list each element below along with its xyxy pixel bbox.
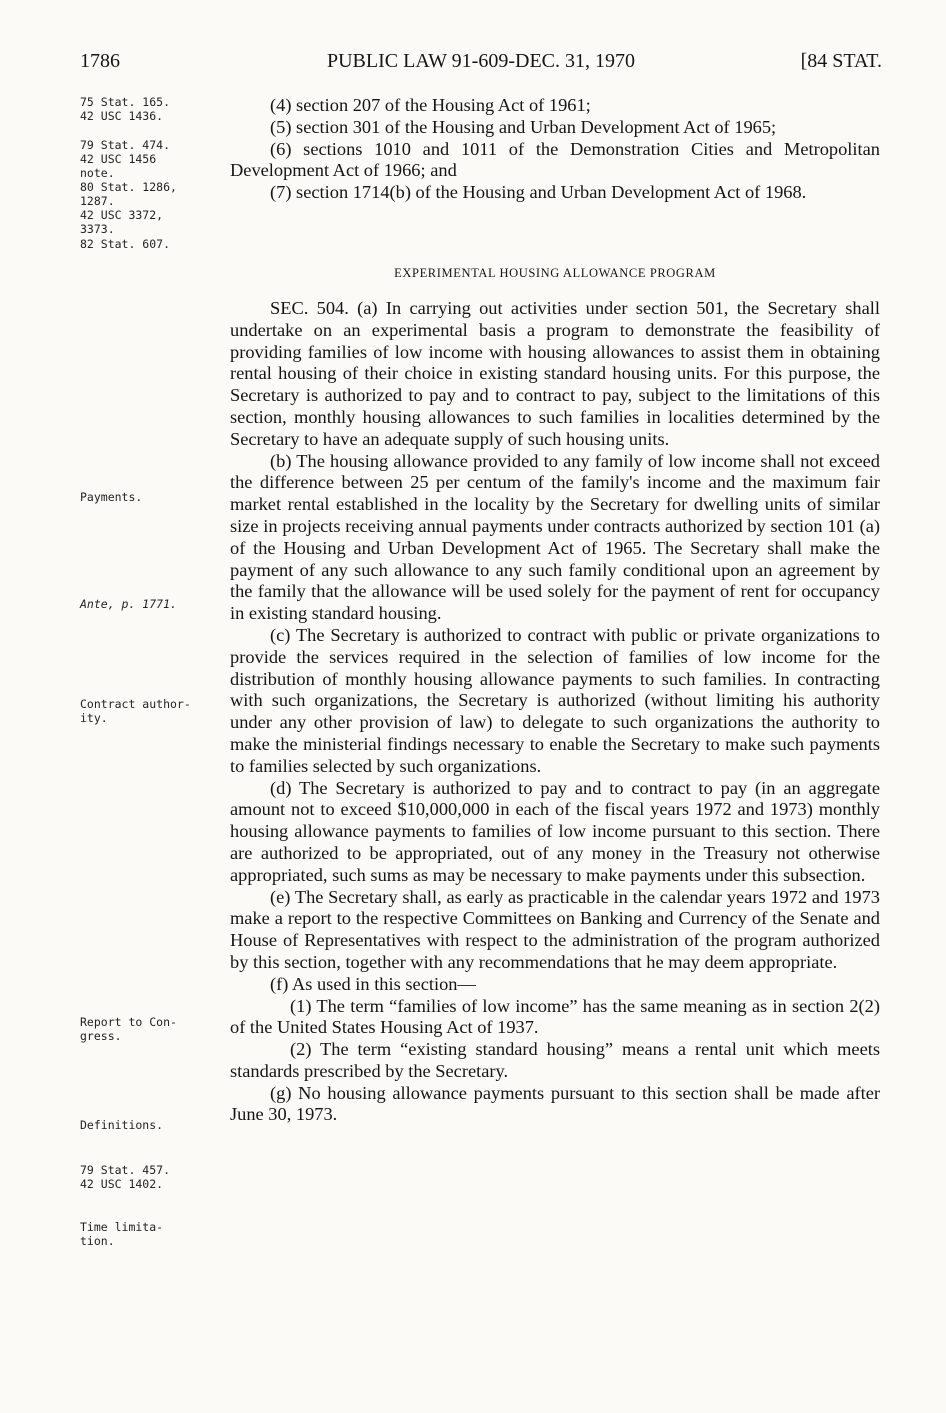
page-header bbox=[80, 50, 882, 82]
page-number: 1786 bbox=[80, 50, 120, 72]
section-heading: EXPERIMENTAL HOUSING ALLOWANCE PROGRAM bbox=[394, 266, 716, 280]
margin-note-payments: Payments. bbox=[80, 490, 143, 504]
margin-citation: 80 Stat. 1286, 1287. 42 USC 3372, 3373. bbox=[80, 180, 177, 236]
margin-note-ante: Ante, p. 1771. bbox=[80, 597, 177, 611]
section-body bbox=[230, 298, 880, 1126]
margin-citation: 75 Stat. 165. 42 USC 1436. bbox=[80, 95, 171, 123]
list-section bbox=[230, 95, 880, 204]
paragraph-a: SEC. 504. (a) In carrying out activities under section 501, the Secretary shall undertake on an experimental basis a program to demonstrate the feasibility of providing families of low income with housing allowances to assist them in obtaining rental housing of their choice in existing standard housing units. For this purpose, the Secretary is authorized to pay and to contract to pay, subject to the limitations of this section, monthly housing allowances to such families in localities determined by the Secretary to have an adequate supply of such housing units. bbox=[230, 298, 880, 449]
margin-citation: 82 Stat. 607. bbox=[80, 237, 171, 251]
paragraph-b: (b) The housing allowance provided to any family of low income shall not exceed the difference between 25 per centum of the family's income and the maximum fair market rental established in the locality by the Secretary for dwelling units of similar size in projects receiving annual payments under contracts authorized by section 101 (a) of the Housing and Urban Development Act of 1965. The Secretary shall make the payment of any such allowance to any such family conditional upon an agreement by the family that the allowance will be used solely for the payment of rent for occupancy in existing standard housing. bbox=[230, 450, 880, 624]
paragraph-f: (f) As used in this section— bbox=[270, 973, 476, 994]
margin-note-report: Report to Con- gress. bbox=[80, 1015, 177, 1043]
list-item: (6) sections 1010 and 1011 of the Demonstration Cities and Metropolitan Development Act of 1966; and bbox=[230, 138, 880, 181]
paragraph-e: (e) The Secretary shall, as early as practicable in the calendar years 1972 and 1973 make a report to the respective Committees on Banking and Currency of the Senate and House of Representatives with respect to the administration of the program authorized by this section, together with any recommendations that he may deem appropriate. bbox=[230, 886, 880, 972]
margin-note-time-limitation: Time limita- tion. bbox=[80, 1220, 164, 1248]
paragraph-c: (c) The Secretary is authorized to contract with public or private organizations to provide the services required in the selection of families of low income for the distribution of monthly housing allowance payments to such families. In contracting with such organizations, the Secretary is authorized (without limiting his authority under any other provision of law) to delegate to such organizations the authority to make the ministerial findings necessary to enable the Secretary to make such payments to families selected by such organizations. bbox=[230, 624, 880, 776]
list-item: (7) section 1714(b) of the Housing and Urban Development Act of 1968. bbox=[270, 182, 807, 203]
margin-note-definitions: Definitions. bbox=[80, 1118, 164, 1132]
paragraph-d: (d) The Secretary is authorized to pay and to contract to pay (in an aggregate amount not to exceed $10,000,000 in each of the fiscal years 1972 and 1973) monthly housing allowance payments to families of low income pursuant to this section. There are authorized to be appropriated, out of any money in the Treasury not otherwise appropriated, such sums as may be necessary to make payments under this subsection. bbox=[230, 777, 880, 885]
margin-note-contract-authority: Contract author- ity. bbox=[80, 697, 191, 725]
running-title: PUBLIC LAW 91-609-DEC. 31, 1970 bbox=[326, 50, 636, 72]
margin-citation: 79 Stat. 474. 42 USC 1456 note. bbox=[80, 138, 171, 180]
paragraph-g: (g) No housing allowance payments pursuant to this section shall be made after June 30, 1973. bbox=[230, 1082, 880, 1125]
margin-citation: 79 Stat. 457. 42 USC 1402. bbox=[80, 1163, 171, 1191]
definition-2: (2) The term “existing standard housing” means a rental unit which meets standards prescribed by the Secretary. bbox=[230, 1039, 880, 1081]
list-item: (5) section 301 of the Housing and Urban Development Act of 1965; bbox=[270, 116, 777, 137]
volume-reference: [84 STAT. bbox=[800, 50, 882, 72]
list-item: (4) section 207 of the Housing Act of 1961; bbox=[270, 95, 591, 115]
definition-1: (1) The term “families of low income” has the same meaning as in section 2(2) of the United States Housing Act of 1937. bbox=[230, 995, 880, 1038]
